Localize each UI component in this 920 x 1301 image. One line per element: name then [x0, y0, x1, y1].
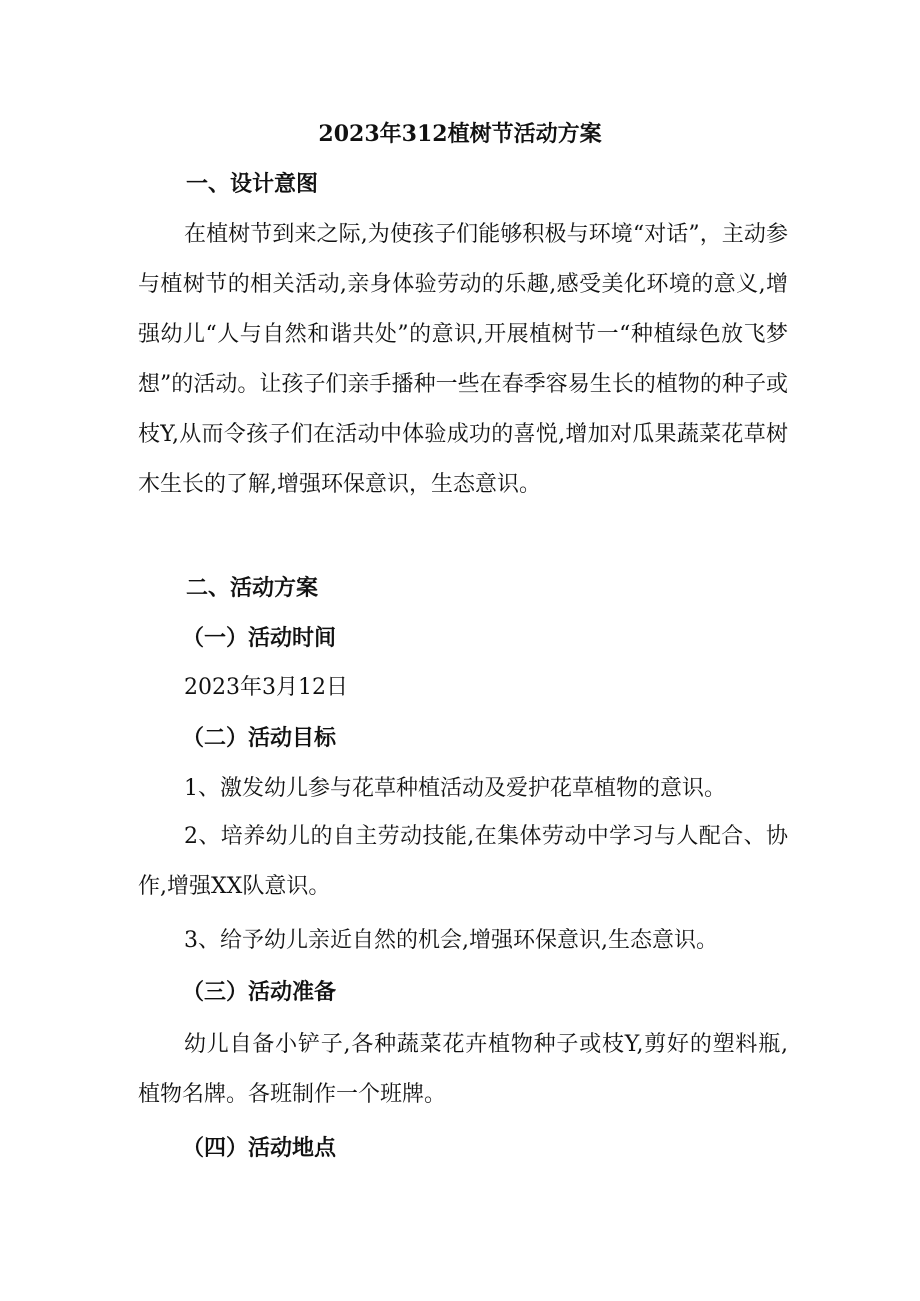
design-intent-paragraph: 在植树节到来之际,为使孩子们能够积极与环境“对话”，主动参与植树节的相关活动,亲身体验劳动的乐趣,感受美化环境的意义,增强幼儿“人与自然和谐共处”的意识,开展植树节一“种植绿色放飞梦想”的活动。让孩子们亲手播种一些在春季容易生长的植物的种子或枝Y,从而令孩子们在活动中体验成功的喜悦,增加对瓜果蔬菜花草树木生长的了解,增强环保意识，生态意识。: [138, 222, 788, 497]
section-heading-activity-plan: 二、活动方案: [186, 575, 319, 601]
subheading-activity-time: （一）活动时间: [182, 625, 337, 651]
subheading-activity-preparation: （三）活动准备: [182, 979, 337, 1005]
section-heading-design-intent: 一、设计意图: [186, 171, 319, 197]
activity-time-text: 2023年3月12日: [184, 675, 348, 700]
goal-item-3: 3、给予幼儿亲近自然的机会,增强环保意识,生态意识。: [184, 928, 718, 953]
goal-item-2: 2、培养幼儿的自主劳动技能,在集体劳动中学习与人配合、协作,增强XX队意识。: [138, 824, 788, 899]
document-title: 2023年312植树节活动方案: [318, 121, 602, 147]
goal-item-1: 1、激发幼儿参与花草种植活动及爱护花草植物的意识。: [184, 776, 726, 801]
subheading-activity-location: （四）活动地点: [182, 1135, 337, 1161]
preparation-paragraph: 幼儿自备小铲子,各种蔬菜花卉植物种子或枝Y,剪好的塑料瓶,植物名牌。各班制作一个班牌。: [138, 1032, 788, 1107]
subheading-activity-goals: （二）活动目标: [182, 725, 337, 751]
